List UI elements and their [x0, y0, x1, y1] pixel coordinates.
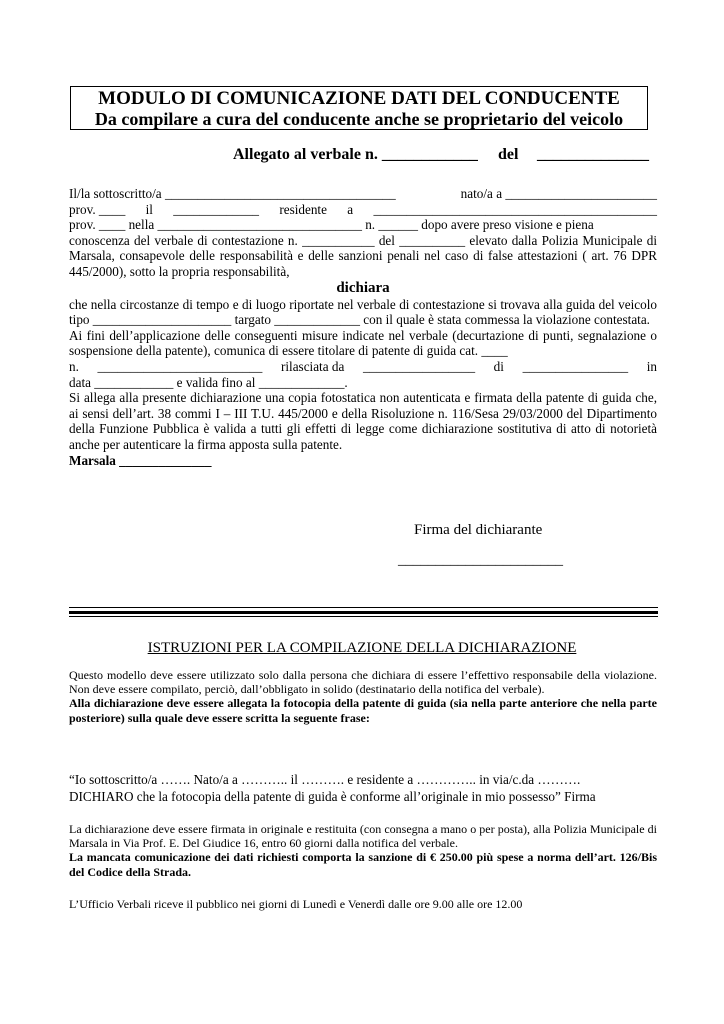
instructions-p1: Questo modello deve essere utilizzato solo dalla persona che dichiara di essere l’effettivo responsabile della violazione. Non deve essere compilato, perciò, dall’obbligato in solido (destinatario della notifica del verbale). [69, 668, 657, 697]
title-box [70, 86, 648, 130]
paragraph-conoscenza: conoscenza del verbale di contestazione n. ___________ del __________ elevato dalla Polizia Municipale di Marsala, consapevole delle responsabilità e delle sanzioni penali nel caso di false attestazioni ( art. 76 DPR 445/2000), sotto la propria responsabilità, [69, 232, 657, 279]
sottoscritto-field: Il/la sottoscritto/a ___________________________________ [69, 186, 396, 201]
dichiara-heading: dichiara [336, 279, 390, 296]
residente-label: residente [279, 201, 327, 217]
form-line-5: data ____________ e valida fino al _____________. [69, 374, 348, 390]
allegato-del-label: del [498, 146, 519, 163]
form-line-3: prov. ____ nella _______________________________ n. ______ dopo avere preso visione e piena [69, 217, 594, 233]
form-line-2 [69, 202, 657, 218]
office-hours: L’Ufficio Verbali riceve il pubblico nei giorni di Lunedì e Venerdì dalle ore 9.00 alle ore 12.00 [69, 897, 523, 911]
rilasciata-label: rilasciata da [280, 358, 345, 374]
n-label: n. [69, 358, 79, 374]
instructions-p3: La dichiarazione deve essere firmata in originale e restituita (con consegna a mano o per posta), alla Polizia Municipale di Marsala in Via Prof. E. Del Giudice 16, entro 60 giorni dalla notifica del verbale. [69, 822, 657, 851]
divider-thin-top [69, 607, 658, 608]
required-phrase-line-2: DICHIARO che la fotocopia della patente di guida è conforme all’originale in mio possesso” Firma [69, 789, 596, 804]
rilasciata-blank: _________________ [362, 358, 476, 374]
nato-field: nato/a a _______________________ [460, 186, 657, 201]
required-phrase-line-1: “Io sottoscritto/a ……. Nato/a a ……….. il ………. e residente a ………….. in via/c.da ………. [69, 772, 581, 787]
allegato-del-blank: ______________ [537, 146, 649, 163]
signature-line: ______________________ [398, 552, 563, 568]
di-blank: ________________ [522, 358, 629, 374]
required-phrase [69, 771, 657, 805]
paragraph-allegato: Si allega alla presente dichiarazione una copia fotostatica non autenticata e firmata della patente di guida che, ai sensi dell’art. 38 commi I – III T.U. 445/2000 e della Risoluzione n. 116/Sesa 29/03/2000 del Dipartimento della Funzione Pubblica è valida a tutti gli effetti di legge come dichiarazione sostitutiva di atto di notorietà anche per autenticare la firma apposta sulla patente. [69, 390, 657, 452]
il-blank: _____________ [173, 201, 259, 217]
paragraph-guida: che nella circostanze di tempo e di luogo riportate nel verbale di contestazione si trovava alla guida del veicolo tipo _____________________ targato _____________ con il quale è stata commessa la violazione contestata. [69, 296, 657, 328]
instructions-block [69, 668, 657, 725]
a-label: a [347, 201, 354, 217]
divider-thin-bottom [69, 616, 658, 617]
form-subtitle: Da compilare a cura del conducente anche se proprietario del veicolo [94, 109, 624, 129]
instructions-p2: Alla dichiarazione deve essere allegata la fotocopia della patente di guida (sia nella parte anteriore che nella parte posteriore) sulla quale deve essere scritta la seguente frase: [69, 696, 657, 725]
prov-field: prov. ____ [69, 201, 126, 217]
signature-label: Firma del dichiarante [414, 522, 543, 538]
il-label: il [145, 201, 153, 217]
declaration-body [69, 186, 657, 468]
instructions-title: ISTRUZIONI PER LA COMPILAZIONE DELLA DICHIARAZIONE [147, 640, 577, 656]
residente-blank: ___________________________________________ [373, 201, 657, 217]
divider-thick [69, 611, 658, 614]
paragraph-patente: Ai fini dell’applicazione delle conseguenti misure indicate nel verbale (decurtazione di punti, segnalazione o sospensione della patente), comunica di essere titolare di patente di guida cat. ____ [69, 327, 657, 359]
form-line-1 [69, 186, 657, 202]
marsala-line: Marsala ______________ [69, 452, 212, 468]
allegato-label: Allegato al verbale n. ____________ [233, 146, 478, 163]
in-label: in [646, 358, 657, 374]
form-title: MODULO DI COMUNICAZIONE DATI DEL CONDUCENTE [98, 88, 620, 109]
n-blank: _________________________ [97, 358, 263, 374]
instructions-p4: La mancata comunicazione dei dati richiesti comporta la sanzione di € 250.00 più spese a norma dell’art. 126/Bis del Codice della Strada. [69, 850, 657, 879]
form-line-4 [69, 359, 657, 375]
instructions-block-2 [69, 822, 657, 879]
di-label: di [493, 358, 504, 374]
